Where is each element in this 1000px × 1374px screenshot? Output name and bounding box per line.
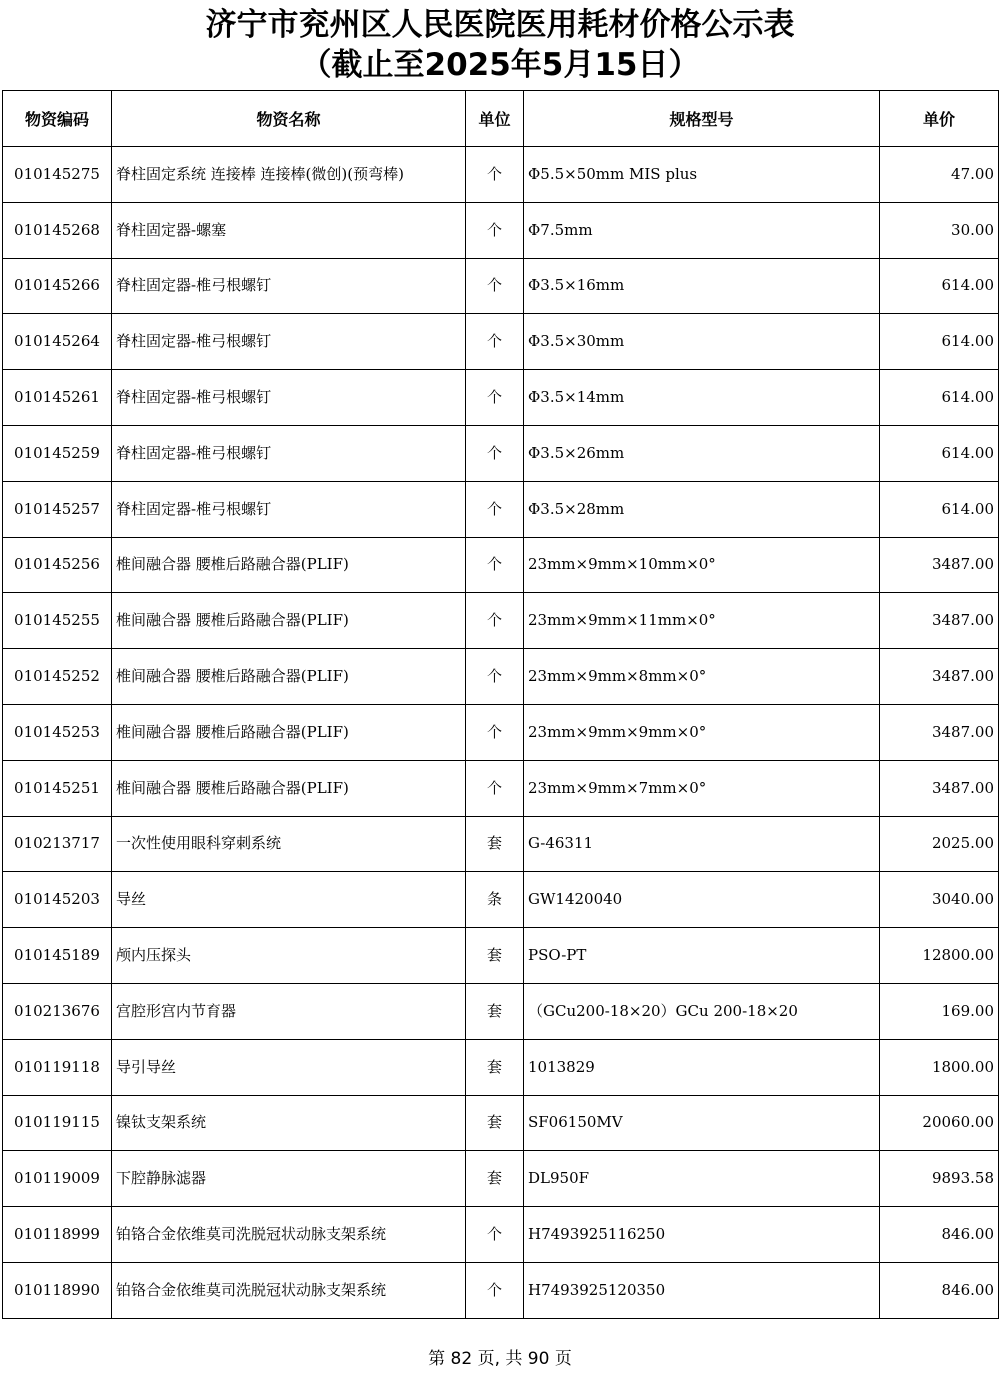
- table-row: [3, 258, 999, 314]
- cell-price: 3487.00: [880, 704, 999, 760]
- table-row: [3, 314, 999, 370]
- cell-name: 下腔静脉滤器: [112, 1151, 466, 1207]
- table-row: [3, 481, 999, 537]
- cell-name: 宫腔形宫内节育器: [112, 983, 466, 1039]
- cell-name: 椎间融合器 腰椎后路融合器(PLIF): [112, 537, 466, 593]
- cell-price: 846.00: [880, 1207, 999, 1263]
- cell-spec: H7493925120350: [524, 1262, 880, 1318]
- cell-code: 010145268: [3, 202, 112, 258]
- cell-price: 3487.00: [880, 649, 999, 705]
- cell-code: 010119115: [3, 1095, 112, 1151]
- cell-unit: 个: [466, 202, 524, 258]
- cell-price: 9893.58: [880, 1151, 999, 1207]
- page-title: 济宁市兖州区人民医院医用耗材价格公示表: [205, 7, 795, 43]
- cell-unit: 个: [466, 593, 524, 649]
- cell-code: 010119009: [3, 1151, 112, 1207]
- cell-price: 47.00: [880, 147, 999, 203]
- table-row: [3, 537, 999, 593]
- cell-price: 12800.00: [880, 928, 999, 984]
- table-row: [3, 593, 999, 649]
- cell-code: 010145264: [3, 314, 112, 370]
- cell-code: 010145255: [3, 593, 112, 649]
- cell-price: 3487.00: [880, 760, 999, 816]
- cell-code: 010145253: [3, 704, 112, 760]
- cell-spec: Φ3.5×28mm: [524, 481, 880, 537]
- cell-spec: Φ3.5×16mm: [524, 258, 880, 314]
- cell-unit: 套: [466, 1039, 524, 1095]
- cell-unit: 个: [466, 314, 524, 370]
- cell-unit: 个: [466, 370, 524, 426]
- cell-spec: G-46311: [524, 816, 880, 872]
- cell-spec: SF06150MV: [524, 1095, 880, 1151]
- table-row: [3, 202, 999, 258]
- cell-code: 010119118: [3, 1039, 112, 1095]
- cell-price: 3487.00: [880, 593, 999, 649]
- page-subtitle-date: （截止至2025年5月15日）: [300, 47, 700, 83]
- cell-code: 010145251: [3, 760, 112, 816]
- cell-spec: 1013829: [524, 1039, 880, 1095]
- cell-name: 颅内压探头: [112, 928, 466, 984]
- cell-spec: Φ7.5mm: [524, 202, 880, 258]
- cell-price: 614.00: [880, 425, 999, 481]
- cell-name: 脊柱固定器-椎弓根螺钉: [112, 481, 466, 537]
- cell-name: 脊柱固定器-椎弓根螺钉: [112, 258, 466, 314]
- table-row: [3, 649, 999, 705]
- cell-spec: （GCu200-18×20）GCu 200-18×20: [524, 983, 880, 1039]
- cell-code: 010145203: [3, 872, 112, 928]
- table-row: [3, 1039, 999, 1095]
- table-row: [3, 425, 999, 481]
- cell-code: 010145259: [3, 425, 112, 481]
- cell-code: 010145189: [3, 928, 112, 984]
- cell-price: 2025.00: [880, 816, 999, 872]
- table-row: [3, 147, 999, 203]
- cell-price: 169.00: [880, 983, 999, 1039]
- cell-unit: 个: [466, 760, 524, 816]
- cell-code: 010118999: [3, 1207, 112, 1263]
- cell-name: 导引导丝: [112, 1039, 466, 1095]
- column-header-spec: 规格型号: [524, 91, 880, 147]
- table-row: [3, 704, 999, 760]
- cell-unit: 个: [466, 1207, 524, 1263]
- cell-unit: 套: [466, 928, 524, 984]
- cell-price: 846.00: [880, 1262, 999, 1318]
- cell-name: 一次性使用眼科穿刺系统: [112, 816, 466, 872]
- cell-unit: 个: [466, 537, 524, 593]
- cell-spec: PSO-PT: [524, 928, 880, 984]
- cell-spec: Φ3.5×14mm: [524, 370, 880, 426]
- cell-unit: 个: [466, 704, 524, 760]
- cell-code: 010145256: [3, 537, 112, 593]
- cell-code: 010145275: [3, 147, 112, 203]
- cell-spec: DL950F: [524, 1151, 880, 1207]
- table-row: [3, 1095, 999, 1151]
- cell-name: 椎间融合器 腰椎后路融合器(PLIF): [112, 704, 466, 760]
- cell-unit: 个: [466, 649, 524, 705]
- table-row: [3, 928, 999, 984]
- cell-spec: 23mm×9mm×9mm×0°: [524, 704, 880, 760]
- table-row: [3, 816, 999, 872]
- cell-name: 脊柱固定器-椎弓根螺钉: [112, 425, 466, 481]
- table-row: [3, 1207, 999, 1263]
- cell-name: 椎间融合器 腰椎后路融合器(PLIF): [112, 593, 466, 649]
- table-row: [3, 872, 999, 928]
- cell-spec: Φ3.5×30mm: [524, 314, 880, 370]
- cell-unit: 套: [466, 816, 524, 872]
- column-header-code: 物资编码: [3, 91, 112, 147]
- cell-unit: 个: [466, 147, 524, 203]
- cell-price: 30.00: [880, 202, 999, 258]
- table-row: [3, 1262, 999, 1318]
- cell-code: 010213717: [3, 816, 112, 872]
- cell-name: 脊柱固定系统 连接棒 连接棒(微创)(预弯棒): [112, 147, 466, 203]
- cell-name: 脊柱固定器-椎弓根螺钉: [112, 370, 466, 426]
- price-table: [2, 90, 999, 1319]
- column-header-price: 单价: [880, 91, 999, 147]
- cell-price: 614.00: [880, 314, 999, 370]
- cell-unit: 套: [466, 1151, 524, 1207]
- cell-name: 脊柱固定器-螺塞: [112, 202, 466, 258]
- cell-name: 导丝: [112, 872, 466, 928]
- cell-name: 镍钛支架系统: [112, 1095, 466, 1151]
- cell-spec: GW1420040: [524, 872, 880, 928]
- cell-spec: 23mm×9mm×10mm×0°: [524, 537, 880, 593]
- table-header-row: [3, 91, 999, 147]
- cell-name: 脊柱固定器-椎弓根螺钉: [112, 314, 466, 370]
- cell-spec: Φ5.5×50mm MIS plus: [524, 147, 880, 203]
- cell-price: 1800.00: [880, 1039, 999, 1095]
- cell-unit: 套: [466, 1095, 524, 1151]
- cell-price: 614.00: [880, 370, 999, 426]
- cell-unit: 套: [466, 983, 524, 1039]
- cell-spec: 23mm×9mm×8mm×0°: [524, 649, 880, 705]
- cell-unit: 个: [466, 425, 524, 481]
- cell-name: 铂铬合金依维莫司洗脱冠状动脉支架系统: [112, 1262, 466, 1318]
- cell-price: 20060.00: [880, 1095, 999, 1151]
- cell-unit: 个: [466, 258, 524, 314]
- cell-unit: 个: [466, 1262, 524, 1318]
- cell-name: 铂铬合金依维莫司洗脱冠状动脉支架系统: [112, 1207, 466, 1263]
- cell-price: 3040.00: [880, 872, 999, 928]
- cell-spec: 23mm×9mm×11mm×0°: [524, 593, 880, 649]
- cell-unit: 条: [466, 872, 524, 928]
- cell-spec: Φ3.5×26mm: [524, 425, 880, 481]
- column-header-name: 物资名称: [112, 91, 466, 147]
- cell-price: 614.00: [880, 258, 999, 314]
- cell-spec: 23mm×9mm×7mm×0°: [524, 760, 880, 816]
- column-header-unit: 单位: [466, 91, 524, 147]
- cell-price: 614.00: [880, 481, 999, 537]
- cell-name: 椎间融合器 腰椎后路融合器(PLIF): [112, 649, 466, 705]
- cell-code: 010145252: [3, 649, 112, 705]
- cell-name: 椎间融合器 腰椎后路融合器(PLIF): [112, 760, 466, 816]
- cell-code: 010213676: [3, 983, 112, 1039]
- table-row: [3, 760, 999, 816]
- table-row: [3, 370, 999, 426]
- cell-spec: H7493925116250: [524, 1207, 880, 1263]
- cell-code: 010145257: [3, 481, 112, 537]
- cell-unit: 个: [466, 481, 524, 537]
- page-number: 第 82 页, 共 90 页: [428, 1349, 572, 1369]
- cell-code: 010118990: [3, 1262, 112, 1318]
- cell-code: 010145266: [3, 258, 112, 314]
- table-row: [3, 983, 999, 1039]
- cell-price: 3487.00: [880, 537, 999, 593]
- table-row: [3, 1151, 999, 1207]
- cell-code: 010145261: [3, 370, 112, 426]
